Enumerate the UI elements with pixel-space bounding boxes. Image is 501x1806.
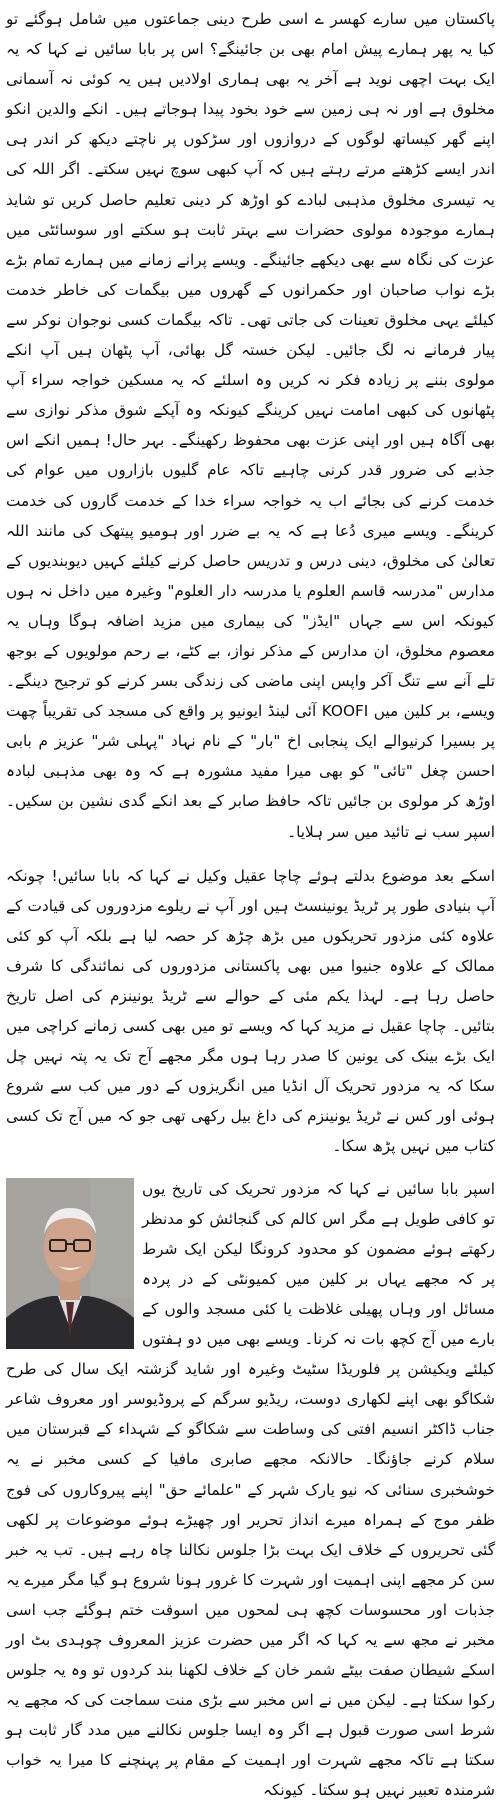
author-photo — [6, 1178, 134, 1349]
article-paragraph-3-wrap — [6, 1174, 495, 1806]
article-paragraph-2: اسکے بعد موضوع بدلتے ہوئے چاچا عقیل وکیل نے کہا کہ بابا سائیں! چونکہ آپ بنیادی طور پر ٹریڈ یونینسٹ ہیں اور آپ نے ریلوے مزدوروں کی قیادت کے علاوہ کئی مزدور تحریکوں میں بڑھ چڑھ کر حصہ لیا ہے بلکہ آپ کو کئی ممالک کے علاوہ جنیوا میں بھی پاکستانی مزدوروں کی نمائندگی کا شرف حاصل رہا ہے۔ لہذا یکم مئی کے حوالے سے ٹریڈ یونینزم کی اصل تاریخ بتائیں۔ چاچا عقیل نے مزید کہا کہ ویسے تو میں بھی کسی زمانے کراچی میں ایک بڑے بینک کی یونین کا صدر رہا ہوں مگر مجھے آج تک یہ پتہ نہیں چل سکا کہ یہ مزدور تحریک آل انڈیا میں انگریزوں کے دور میں کب سے شروع ہوئی اور کس نے ٹریڈ یونینزم کی داغ بیل رکھی تھی جو کہ میں آج تک کسی کتاب میں نہیں پڑھ سکا۔ — [6, 866, 495, 1156]
article-paragraph-3: اسپر بابا سائیں نے کہا کہ مزدور تحریک کی تاریخ یوں تو کافی طویل ہے مگر اس کالم کی گنجائش کو مدنظر رکھتے ہوئے مضمون کو محدود کرونگا لیکن ایک شرط پر کہ مجھے یہاں بر کلین میں کمیونٹی کے در پردہ مسائل اور وہاں پھیلی غلاظت یا کئی مسجد والوں کے بارے میں آج کچھ بات نہ کرنا۔ ویسے بھی میں دو ہفتوں کیلئے ویکیشن پر فلوریڈا سٹیٹ وغیرہ اور شاید گزشتہ ایک سال کی طرح شکاگو بھی اپنے لکھاری دوست، ریڈیو سرگم کے پروڈیوسر اور معروف شاعر جناب ڈاکٹر انسیم افتی کی وساطت سے شکاگو کے شہداء کے قبرستان میں سلام کرنے جاؤنگا۔ حالانکہ مجھے صابری مافیا کے کسی مخبر نے یہ خوشخبری سنائی کہ نیو یارک شہر کے "علمائے حق" اپنے پیروکاروں کی فوج ظفر موج کے ہمراہ میرے انداز تحریر اور چھیڑے ہوئے موضوعات پر لکھی گئی تحریروں کے خلاف ایک بہت بڑا جلوس نکالنا چاہ رہے ہیں۔ تب یہ خبر سن کر مجھے اپنی اہمیت اور شہرت کا غرور ہونا شروع ہو گیا مگر میرے یہ جذبات اور محسوسات کچھ ہی لمحوں میں اسوقت ختم ہوگئے جب اسی مخبر نے مجھ سے یہ کہا کہ اگر میں حضرت عزیز المعروف چوہدی بٹ اور اسکے شیطان صفت بیٹے شمر خان کے خلاف لکھنا بند کردوں تو وہ یہ جلوس رکوا سکتا ہے۔ لیکن میں نے اس مخبر سے بڑی منت سماجت کی کہ مجھے یہ شرط اسی صورت قبول ہے اگر وہ ایسا جلوس نکالنے میں مدد گار ثابت ہو سکتا ہے تاکہ مجھے شہرت اور اہمیت کے مقام پر پہنچنے کا میرا یہ خواب شرمندہ تعبیر نہیں ہو سکتا۔ کیونکہ — [6, 1179, 495, 1800]
article-paragraph-1: پاکستان میں سارے کھسر ے اسی طرح دینی جماعتوں میں شامل ہوگئے تو کیا یہ پھر ہمارے پیش امام بھی بن جائینگے؟ اس پر بابا سائیں نے کہا کہ یہ ایک بہت اچھی نوید ہے آخر یہ بھی ہماری اولادیں ہیں یہ کوئی نہ آسمانی مخلوق ہے اور نہ ہی زمین سے خود بخود پیدا ہوجاتے ہیں۔ انکے والدین انکو اپنے گھر کیساتھ لوگوں کے دروازوں اور سڑکوں پر ناچتے دیکھ کر اندر ہی اندر ایسے کڑھتے مرتے رہتے ہیں کہ آپ کبھی سوچ نہیں سکتے۔ اگر اللہ کی یہ تیسری مخلوق مذہبی لبادے کو اوڑھ کر دینی تعلیم حاصل کریں تو شاید ہمارے موجودہ مولوی حضرات سے بہتر ثابت ہو سکتے اور سوسائٹی میں عزت کی نگاہ سے بھی دیکھے جائینگے۔ ویسے پرانے زمانے میں ہمارے تمام بڑے بڑے نواب صاحبان اور حکمرانوں کے گھروں میں بیگمات کی خاطر خدمت کیلئے یہی مخلوق تعینات کی جاتی تھی۔ تاکہ بیگمات کسی نوجوان نوکر سے پیار فرمانے نہ لگ جائیں۔ لیکن خستہ گل بھائی، آپ پٹھان ہیں آپ انکے مولوی بننے پر زیادہ فکر نہ کریں وہ اسلئے کہ یہ مسکین خواجہ سراء آپ پٹھانوں کی کبھی امامت نہیں کرینگے کیونکہ وہ آپکے شوق مذکر نوازی سے بھی آگاہ ہیں اور اپنی عزت بھی محفوظ رکھینگے۔ بہر حال! ہمیں انکے اس جذبے کی ضرور قدر کرنی چاہیے تاکہ عام گلیوں بازاروں میں عوام کی خدمت کرنے کی بجائے اب یہ خواجہ سراء خدا کے خدمت گاروں کی خدمت کرینگے۔ ویسے میری دُعا ہے کہ یہ بے ضرر اور ہومیو پیتھک کی مانند اللہ تعالیٰ کی مخلوق، دینی درس و تدریس حاصل کرنے کیلئے کہیں دیوبندیوں کے مدارس "مدرسہ قاسم العلوم یا مدرسہ دار العلوم" وغیرہ میں داخل نہ ہوں کیونکہ اس سے جہاں "ایڈز" کی بیماری میں مزید اضافہ ہوگا وہاں یہ معصوم مخلوق، ان مدارس کے مذکر نواز، بے کٹے، بے رحم مولویوں کے بوجھ تلے آنے سے تنگ آکر واپس اپنی ماضی کی زندگی بسر کرنے کو ترجیح دینگے۔ ویسے، بر کلین میں KOOFI آئی لینڈ ایونیو پر واقع کی مسجد کی تقریباً چھت پر بسیرا کرنیوالے ایک پنجابی اخ "بار" کے نام نہاد "پہلی شر" عزیز م بابی احسن چغل "تائی" کو بھی میرا مفید مشورہ ہے کہ وہ بھی مذہبی لبادہ اوڑھ کر مولوی بن جائیں تاکہ حافظ صابر کے بعد انکے گدی نشین بن سکیں۔ اسپر سب نے تائید میں سر ہلایا۔ — [6, 10, 495, 841]
